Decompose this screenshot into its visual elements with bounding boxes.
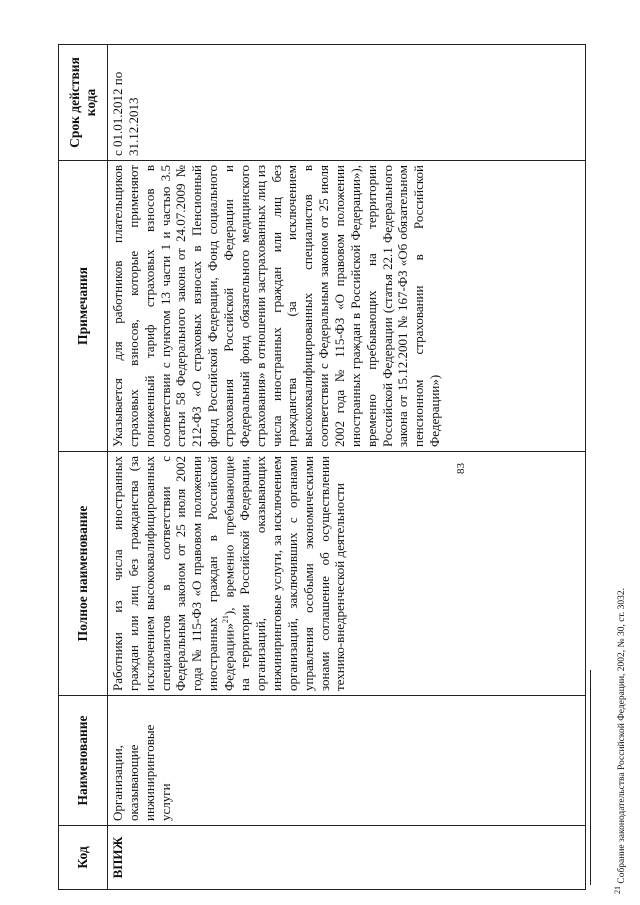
codes-table	[58, 44, 586, 890]
cell-full-name	[108, 452, 586, 696]
table-header-row	[59, 45, 108, 890]
page-number: 83	[455, 463, 467, 474]
header-code: Код	[59, 826, 108, 890]
header-full-name: Полное наименование	[59, 452, 108, 696]
document-table-container	[58, 45, 586, 890]
footnote-marker: 21	[613, 886, 622, 894]
footnote	[613, 534, 627, 894]
footnote-ref: 21	[221, 615, 231, 624]
header-term: Срок действия кода	[59, 45, 108, 161]
header-notes: Примечания	[59, 161, 108, 452]
table-row	[108, 45, 586, 890]
cell-term: с 01.01.2012 по 31.12.2013	[108, 45, 586, 161]
cell-code: ВПИЖ	[108, 826, 586, 890]
cell-notes: Указывается для работников плательщиков страховых взносов, которые применяют пониженный тариф страховых взносов в соответствии с пунктом 13 части 1 и частью 3.5 статьи 58 Федерального закона от 24.07.2009 № 212-ФЗ «О страховых взносах в Пенсионный фонд Российской Федерации, Фонд социального страхования Российской Федерации и Федеральный фонд обязательного медицинского страхования» в отношении застрахованных лиц из числа иностранных граждан или лиц без гражданства (за исключением высококвалифицированных специалистов в соответствии с Федеральным законом от 25 июля 2002 года № 115-ФЗ «О правовом положении иностранных граждан в Российской Федерации»), временно пребывающих на территории Российской Федерации (статья 22.1 Федерального закона от 15.12.2001 № 167-ФЗ «Об обязательном пенсионном страховании в Российской Федерации»)	[108, 161, 586, 452]
footnote-divider	[590, 670, 591, 885]
full-name-text: Работники из числа иностранных граждан или лиц без гражданства (за исключением высококвалифицированных специалистов в соответствии с Федеральным законом от 25 июля 2002 года № 115-ФЗ «О правовом положении иностранных граждан в Российской Федерации»	[110, 456, 237, 691]
cell-name: Организации, оказывающие инжиниринговые услуги	[108, 696, 586, 826]
full-name-tail: ), временно пребывающие на территории Российской Федерации, организаций, оказывающих инжиниринговые услуги, за исключением организаций, заключивших с органами управления особыми экономическими зонами соглашение об осуществлении технико-внедренческой деятельности	[221, 456, 348, 691]
header-name: Наименование	[59, 696, 108, 826]
footnote-text: Собрание законодательства Российской Федерации, 2002, № 30, ст. 3032.	[617, 587, 628, 886]
